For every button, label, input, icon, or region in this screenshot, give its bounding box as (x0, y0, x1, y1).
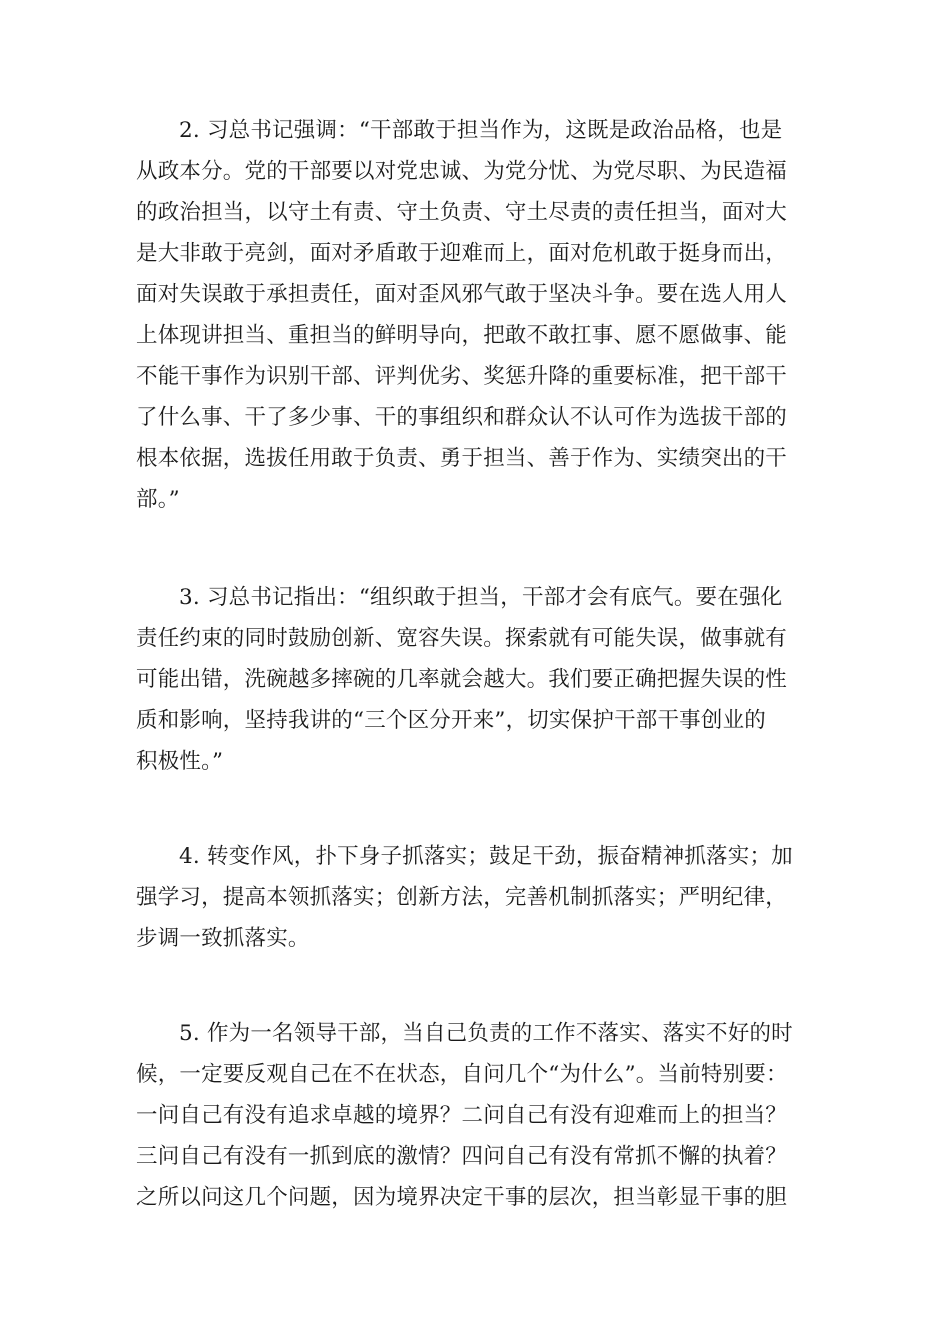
paragraph-line: 质和影响，坚持我讲的“三个区分开来”，切实保护干部干事创业的 (136, 708, 766, 733)
paragraph-line: 了什么事、干了多少事、干的事组织和群众认不认可作为选拔干部的 (136, 405, 788, 430)
paragraph-line: 根本依据，选拔任用敢于负责、勇于担当、善于作为、实绩突出的干 (136, 446, 788, 471)
paragraph-line: 是大非敢于亮剑，面对矛盾敢于迎难而上，面对危机敢于挺身而出， (136, 241, 788, 266)
paragraph-line: 2. 习总书记强调：“干部敢于担当作为，这既是政治品格，也是 (179, 118, 783, 143)
paragraph-line: 部。” (136, 487, 180, 512)
paragraph-line: 的政治担当，以守土有责、守土负责、守土尽责的责任担当，面对大 (136, 200, 788, 225)
paragraph-line: 可能出错，洗碗越多摔碗的几率就会越大。我们要正确把握失误的性 (136, 667, 788, 692)
paragraph-line: 上体现讲担当、重担当的鲜明导向，把敢不敢扛事、愿不愿做事、能 (136, 323, 788, 348)
paragraph-line: 积极性。” (136, 749, 224, 774)
paragraph-line: 之所以问这几个问题，因为境界决定干事的层次，担当彰显干事的胆 (136, 1185, 788, 1210)
paragraph-line: 三问自己有没有一抓到底的激情？四问自己有没有常抓不懈的执着？ (136, 1144, 788, 1169)
paragraph-line: 3. 习总书记指出：“组织敢于担当，干部才会有底气。要在强化 (179, 585, 783, 610)
paragraph-line: 5. 作为一名领导干部，当自己负责的工作不落实、落实不好的时 (179, 1021, 793, 1046)
paragraph-4 (136, 836, 826, 959)
paragraph-line: 从政本分。党的干部要以对党忠诚、为党分忧、为党尽职、为民造福 (136, 159, 788, 184)
paragraph-line: 不能干事作为识别干部、评判优劣、奖惩升降的重要标准，把干部干 (136, 364, 788, 389)
paragraph-line: 步调一致抓落实。 (136, 926, 310, 951)
paragraph-line: 候，一定要反观自己在不在状态，自问几个“为什么”。当前特别要： (136, 1062, 788, 1087)
paragraph-5 (136, 1013, 826, 1218)
paragraph-3 (136, 577, 826, 782)
paragraph-line: 强学习，提高本领抓落实；创新方法，完善机制抓落实；严明纪律， (136, 885, 788, 910)
paragraph-line: 一问自己有没有追求卓越的境界？二问自己有没有迎难而上的担当？ (136, 1103, 788, 1128)
paragraph-line: 4. 转变作风，扑下身子抓落实；鼓足干劲，振奋精神抓落实；加 (179, 844, 793, 869)
paragraph-2 (136, 110, 826, 520)
paragraph-line: 责任约束的同时鼓励创新、宽容失误。探索就有可能失误，做事就有 (136, 626, 788, 651)
paragraph-line: 面对失误敢于承担责任，面对歪风邪气敢于坚决斗争。要在选人用人 (136, 282, 788, 307)
